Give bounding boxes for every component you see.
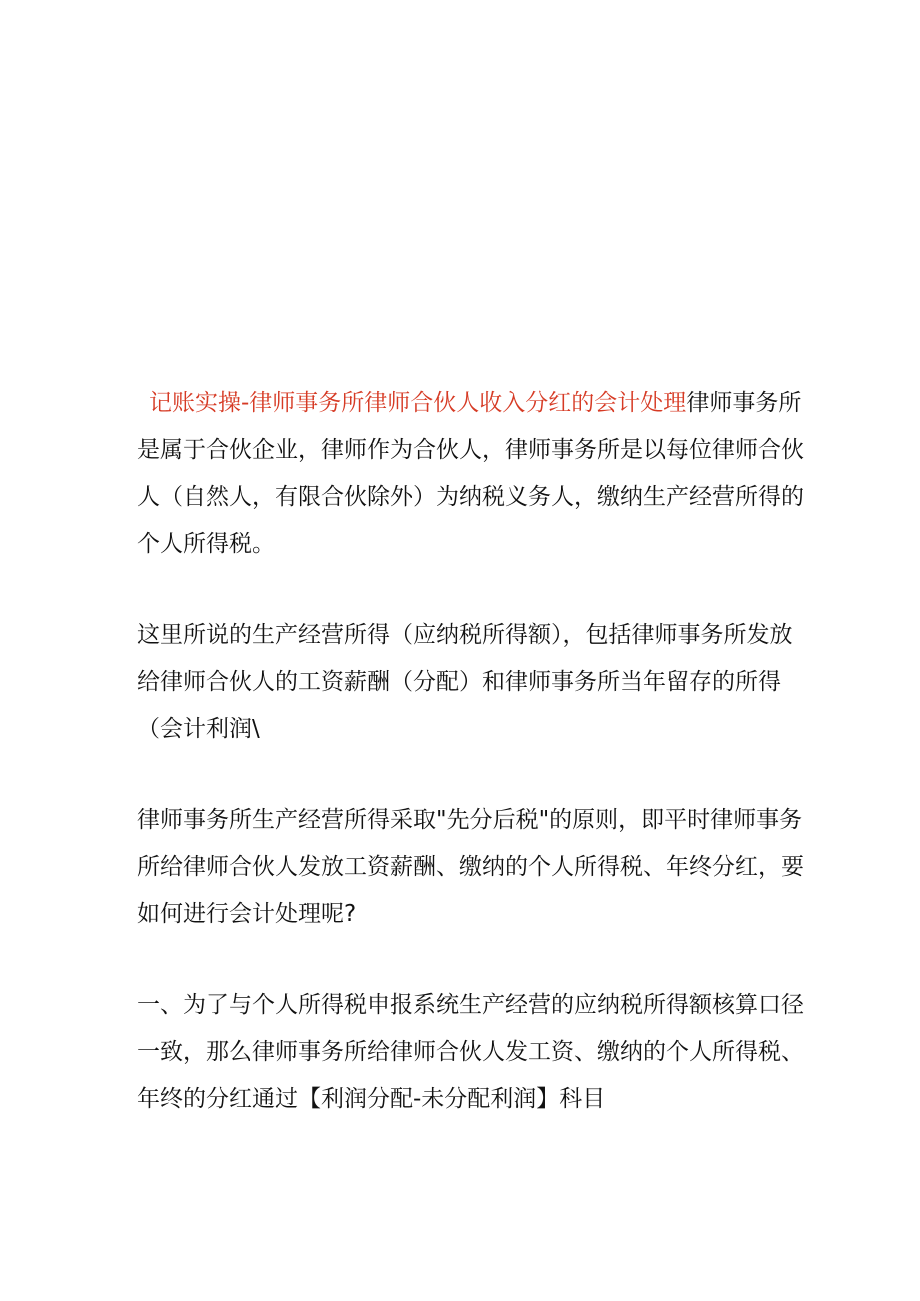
paragraph-tax-principle: 律师事务所生产经营所得采取"先分后税"的原则，即平时律师事务所给律师合伙人发放工资薪酬、缴纳的个人所得税、年终分红，要如何进行会计处理呢? <box>137 807 804 927</box>
paragraph-intro <box>137 380 807 568</box>
paragraph-income-definition: 这里所说的生产经营所得（应纳税所得额），包括律师事务所发放给律师合伙人的工资薪酬（分配）和律师事务所当年留存的所得（会计利润\ <box>137 622 793 742</box>
document-title: 记账实操-律师事务所律师合伙人收入分红的会计处理 <box>149 390 687 416</box>
document-body <box>137 380 807 1167</box>
paragraph-text: 律师事务所是属于合伙企业，律师作为合伙人，律师事务所是以每位律师合伙人（自然人，有限合伙除外）为纳税义务人，缴纳生产经营所得的个人所得税。 <box>137 390 804 557</box>
paragraph-section-one: 一、为了与个人所得税申报系统生产经营的应纳税所得额核算口径一致，那么律师事务所给律师合伙人发工资、缴纳的个人所得税、年终的分红通过【利润分配-未分配利润】科目 <box>137 992 804 1112</box>
